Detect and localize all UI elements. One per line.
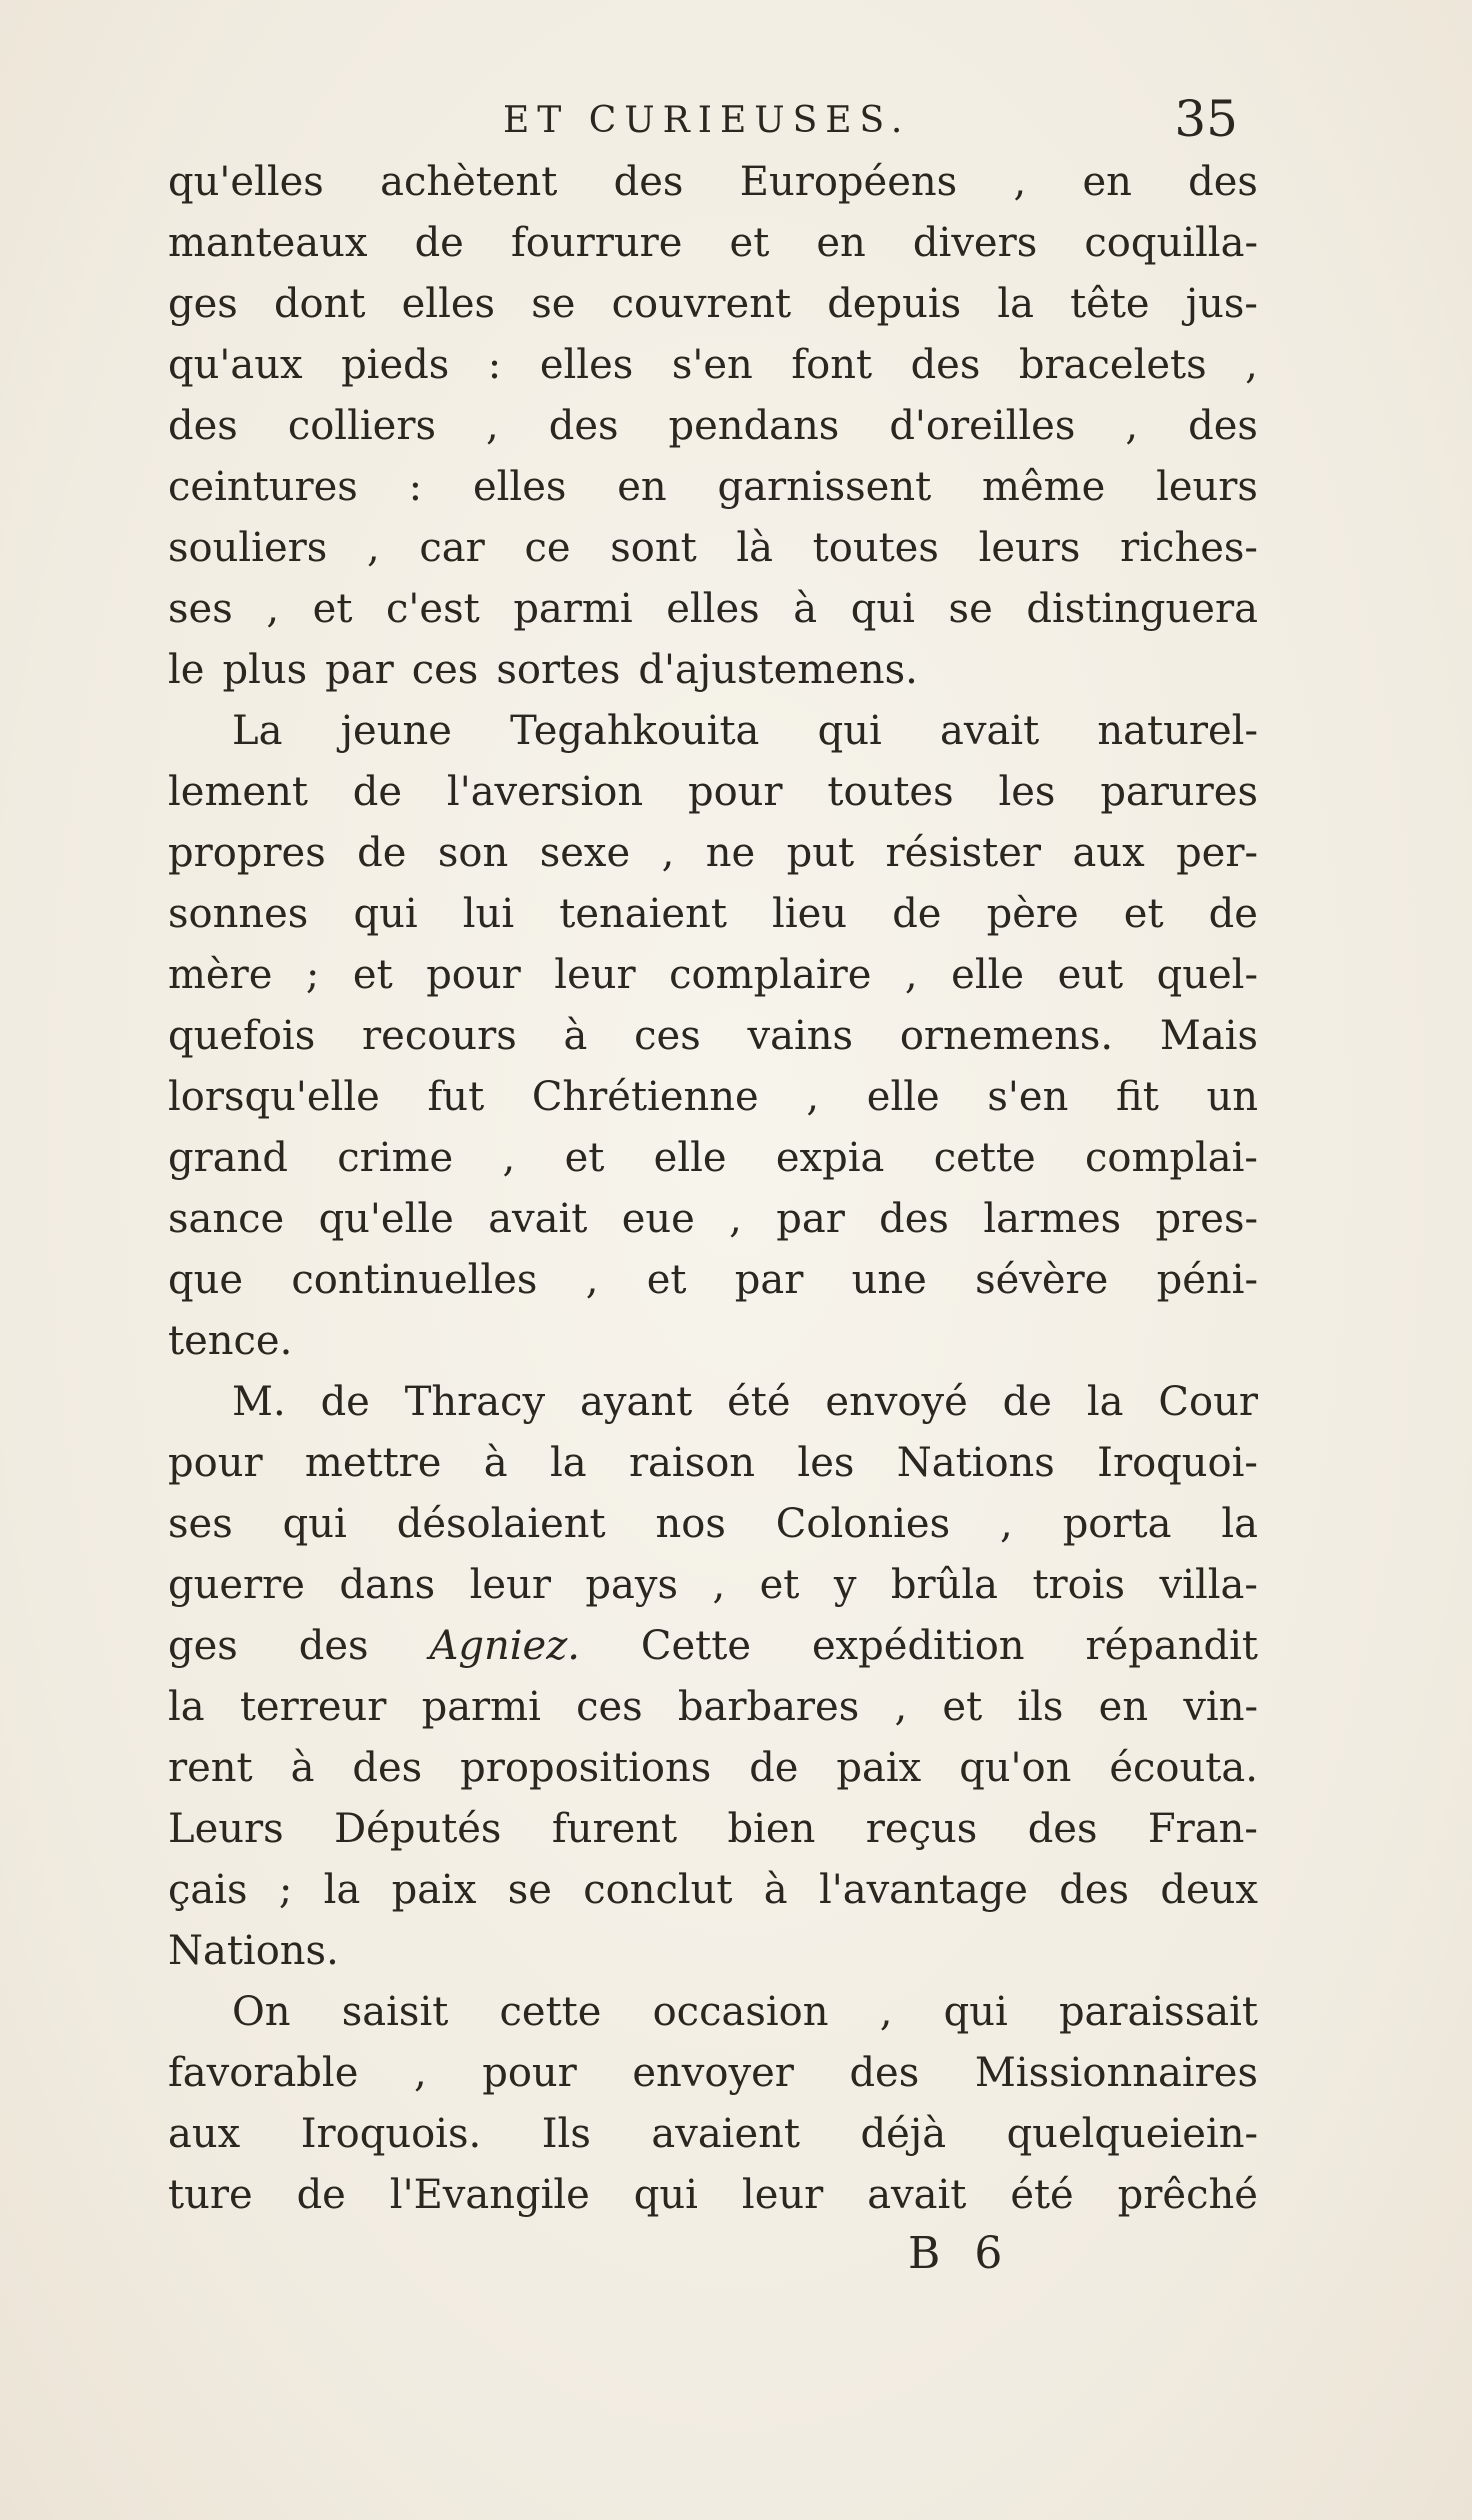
word: se xyxy=(531,281,576,327)
word: aux xyxy=(168,2111,241,2157)
word: riches- xyxy=(1120,525,1258,571)
word: là xyxy=(736,525,773,571)
word: manteaux xyxy=(168,220,368,266)
word: Iroquoi- xyxy=(1097,1440,1258,1486)
word: ; xyxy=(278,1867,293,1913)
word: et xyxy=(564,1135,605,1181)
word: barbares xyxy=(677,1684,860,1730)
word: des xyxy=(1059,1867,1130,1913)
word: Thracy xyxy=(404,1379,546,1425)
word: ornemens. xyxy=(899,1013,1114,1059)
text-line xyxy=(168,213,1258,274)
word: furent xyxy=(551,1806,678,1852)
word: Nations xyxy=(896,1440,1055,1486)
text-line xyxy=(168,152,1258,213)
word: , xyxy=(502,1135,516,1181)
word: écouta. xyxy=(1109,1745,1258,1791)
word: ce xyxy=(524,525,571,571)
word: sonnes xyxy=(168,891,309,937)
text-line xyxy=(168,2165,1258,2226)
word: s'en xyxy=(987,1074,1069,1120)
word: deux xyxy=(1160,1867,1258,1913)
word: des xyxy=(1027,1806,1098,1852)
text-line xyxy=(168,1250,1258,1311)
word: pour xyxy=(426,952,521,998)
text-line xyxy=(168,274,1258,335)
word: porta xyxy=(1062,1501,1172,1547)
word: sance xyxy=(168,1196,285,1242)
word: Mais xyxy=(1159,1013,1258,1059)
word: , xyxy=(729,1196,742,1242)
word: quefois xyxy=(168,1013,316,1059)
word: , xyxy=(486,403,499,449)
word: reçus xyxy=(865,1806,978,1852)
word: péni- xyxy=(1156,1257,1258,1303)
text-line xyxy=(168,396,1258,457)
word: qui xyxy=(817,708,882,754)
word: et xyxy=(942,1684,983,1730)
word: des xyxy=(168,403,238,449)
word: propositions xyxy=(460,1745,712,1791)
word: bien xyxy=(727,1806,816,1852)
word: des xyxy=(1188,403,1258,449)
word: c'est xyxy=(386,586,480,632)
word: Européens xyxy=(739,159,958,205)
word: ces xyxy=(576,1684,643,1730)
word: Missionnaires xyxy=(974,2050,1258,2096)
word: ceintures xyxy=(168,464,358,510)
word: à xyxy=(563,1013,588,1059)
word: divers xyxy=(912,220,1038,266)
word: qui xyxy=(850,586,915,632)
word: On xyxy=(232,1989,291,2035)
text-line xyxy=(168,884,1258,945)
word: à xyxy=(793,586,818,632)
word: par xyxy=(325,647,394,693)
word: terreur xyxy=(239,1684,387,1730)
word: continuelles xyxy=(291,1257,538,1303)
text-line xyxy=(168,1799,1258,1860)
word: ils xyxy=(1017,1684,1064,1730)
word: achètent xyxy=(380,159,558,205)
word: , xyxy=(366,525,380,571)
word: son xyxy=(437,830,509,876)
word: même xyxy=(982,464,1106,510)
word: distinguera xyxy=(1026,586,1258,632)
word: naturel- xyxy=(1097,708,1258,754)
word: quelqueiein- xyxy=(1006,2111,1258,2157)
word: ges xyxy=(168,1623,238,1669)
word: lement xyxy=(168,769,308,815)
word: la xyxy=(1086,1379,1124,1425)
word: , xyxy=(585,1257,599,1303)
word: avait xyxy=(940,708,1040,754)
text-line xyxy=(168,1677,1258,1738)
word: , xyxy=(806,1074,820,1120)
word: tence. xyxy=(168,1318,293,1364)
word: put xyxy=(786,830,855,876)
word: à xyxy=(290,1745,315,1791)
word: elle xyxy=(866,1074,940,1120)
signature-mark: B 6 xyxy=(908,2228,1013,2279)
word: saisit xyxy=(341,1989,449,2035)
word: guerre xyxy=(168,1562,305,1608)
word: de xyxy=(749,1745,799,1791)
word: cette xyxy=(499,1989,602,2035)
word: pour xyxy=(687,769,783,815)
word: brûla xyxy=(890,1562,999,1608)
text-line xyxy=(168,335,1258,396)
word: lui xyxy=(462,891,515,937)
running-head: ET CURIEUSES. xyxy=(503,100,911,141)
word: plus xyxy=(222,647,308,693)
word: et xyxy=(352,952,393,998)
word: de xyxy=(296,2172,346,2218)
word: leurs xyxy=(978,525,1081,571)
word: parures xyxy=(1100,769,1258,815)
word: des xyxy=(298,1623,369,1669)
word: de xyxy=(352,769,403,815)
word: fit xyxy=(1116,1074,1159,1120)
word: qu'elles xyxy=(168,159,324,205)
word: Colonies xyxy=(775,1501,951,1547)
word: pour xyxy=(168,1440,263,1486)
word: mettre xyxy=(304,1440,442,1486)
word: et xyxy=(1123,891,1164,937)
word: coquilla- xyxy=(1084,220,1258,266)
word: leurs xyxy=(1156,464,1258,510)
word: pieds xyxy=(341,342,450,388)
word: qui xyxy=(282,1501,347,1547)
word: d'oreilles xyxy=(889,403,1076,449)
word: et xyxy=(759,1562,800,1608)
word: villa- xyxy=(1159,1562,1258,1608)
body-text xyxy=(168,152,1258,2226)
word: sortes xyxy=(496,647,621,693)
word: lieu xyxy=(772,891,848,937)
word: leur xyxy=(554,952,636,998)
page-number: 35 xyxy=(1174,90,1238,148)
word: qui xyxy=(943,1989,1008,2035)
word: et xyxy=(729,220,770,266)
word: se xyxy=(948,586,993,632)
text-line xyxy=(168,701,1258,762)
word: vains xyxy=(747,1013,854,1059)
word: , xyxy=(904,952,918,998)
word: quel- xyxy=(1156,952,1258,998)
word: avait xyxy=(867,2172,967,2218)
word: cette xyxy=(933,1135,1036,1181)
word: déjà xyxy=(860,2111,947,2157)
word: çais xyxy=(168,1867,248,1913)
word: font xyxy=(791,342,873,388)
word: des xyxy=(352,1745,423,1791)
word: ses xyxy=(168,586,233,632)
word: conclut xyxy=(583,1867,733,1913)
word: par xyxy=(734,1257,804,1303)
word: prêché xyxy=(1117,2172,1258,2218)
word: leur xyxy=(741,2172,824,2218)
word: désolaient xyxy=(396,1501,606,1547)
word: de xyxy=(1208,891,1258,937)
word: expédition xyxy=(811,1623,1025,1669)
word: elles xyxy=(539,342,634,388)
word: la xyxy=(997,281,1034,327)
word: raison xyxy=(628,1440,756,1486)
word: , xyxy=(413,2050,427,2096)
word: elles xyxy=(401,281,496,327)
word: tête xyxy=(1070,281,1150,327)
word: qu'elle xyxy=(318,1196,454,1242)
word: : xyxy=(487,342,502,388)
word: de xyxy=(320,1379,370,1425)
word: pendans xyxy=(668,403,840,449)
word: , xyxy=(661,830,675,876)
word: occasion xyxy=(652,1989,829,2035)
word: , xyxy=(879,1989,893,2035)
word: recours xyxy=(362,1013,517,1059)
word: d'ajustemens. xyxy=(638,647,918,693)
word: lorsqu'elle xyxy=(168,1074,380,1120)
word: la xyxy=(1221,1501,1258,1547)
word: qui xyxy=(353,891,418,937)
word: Nations. xyxy=(168,1928,339,1974)
text-line xyxy=(168,2104,1258,2165)
word: elles xyxy=(472,464,567,510)
word: de xyxy=(414,220,464,266)
word: des xyxy=(879,1196,949,1242)
word: les xyxy=(797,1440,855,1486)
word: pays xyxy=(585,1562,678,1608)
word: , xyxy=(894,1684,908,1730)
word: père xyxy=(986,891,1079,937)
word: favorable xyxy=(168,2050,359,2096)
word: bracelets xyxy=(1018,342,1207,388)
text-line xyxy=(168,1921,1258,1982)
word: fourrure xyxy=(510,220,683,266)
word: Chrétienne xyxy=(531,1074,759,1120)
text-line xyxy=(168,1189,1258,1250)
word: mère xyxy=(168,952,273,998)
word: que xyxy=(168,1257,244,1303)
text-line xyxy=(168,1860,1258,1921)
word: : xyxy=(408,464,423,510)
word: dont xyxy=(273,281,366,327)
word: elle xyxy=(951,952,1025,998)
word: été xyxy=(1010,2172,1074,2218)
word: Tegahkouita xyxy=(510,708,760,754)
word: ces xyxy=(411,647,479,693)
word: per- xyxy=(1176,830,1258,876)
word: grand xyxy=(168,1135,288,1181)
word: se xyxy=(507,1867,552,1913)
text-line xyxy=(168,1067,1258,1128)
word: l'aversion xyxy=(446,769,644,815)
text-line xyxy=(168,640,1258,701)
word: complai- xyxy=(1084,1135,1258,1181)
word: la xyxy=(323,1867,361,1913)
word: jeune xyxy=(340,708,452,754)
text-line xyxy=(168,2043,1258,2104)
word: couvrent xyxy=(611,281,792,327)
word: pour xyxy=(482,2050,577,2096)
word: paraissait xyxy=(1058,1989,1258,2035)
word: sévère xyxy=(975,1257,1109,1303)
word: qu'on xyxy=(959,1745,1072,1791)
word: des xyxy=(849,2050,920,2096)
text-line xyxy=(168,1006,1258,1067)
word: en xyxy=(816,220,866,266)
text-line xyxy=(168,1616,1258,1677)
word: trois xyxy=(1032,1562,1126,1608)
word: à xyxy=(763,1867,788,1913)
word: propres xyxy=(168,830,326,876)
text-line xyxy=(168,579,1258,640)
word: des xyxy=(910,342,981,388)
word: un xyxy=(1206,1074,1258,1120)
text-line xyxy=(168,823,1258,884)
word: répandit xyxy=(1085,1623,1258,1669)
word: toutes xyxy=(812,525,939,571)
word: jus- xyxy=(1185,281,1258,327)
word: des xyxy=(1188,159,1258,205)
word: des xyxy=(548,403,619,449)
word: de xyxy=(1002,1379,1052,1425)
word: eue xyxy=(621,1196,695,1242)
word: aux xyxy=(1072,830,1145,876)
word: colliers xyxy=(287,403,436,449)
text-line xyxy=(168,1555,1258,1616)
word: envoyé xyxy=(825,1379,968,1425)
word: Ils xyxy=(541,2111,591,2157)
word: M. xyxy=(232,1379,286,1425)
word: le xyxy=(168,647,205,693)
word: avaient xyxy=(651,2111,800,2157)
word: des xyxy=(613,159,684,205)
word: , xyxy=(712,1562,726,1608)
word: , xyxy=(1013,159,1027,205)
word: qui xyxy=(633,2172,698,2218)
word: ces xyxy=(634,1013,701,1059)
word: la xyxy=(168,1684,205,1730)
word: Députés xyxy=(334,1806,502,1852)
word: Cette xyxy=(640,1623,752,1669)
word: larmes xyxy=(983,1196,1122,1242)
word: avait xyxy=(488,1196,588,1242)
word: s'en xyxy=(671,342,753,388)
word: leur xyxy=(469,1562,551,1608)
word: sont xyxy=(610,525,697,571)
word: ; xyxy=(305,952,320,998)
word: sexe xyxy=(539,830,631,876)
text-line xyxy=(168,1311,1258,1372)
text-line xyxy=(168,1738,1258,1799)
word: y xyxy=(833,1562,857,1608)
word: l'avantage xyxy=(818,1867,1028,1913)
word: en xyxy=(1082,159,1132,205)
word: toutes xyxy=(827,769,954,815)
word: expia xyxy=(775,1135,885,1181)
page-header xyxy=(168,90,1238,156)
word: ayant xyxy=(580,1379,693,1425)
text-line xyxy=(168,1433,1258,1494)
word: Iroquois. xyxy=(300,2111,482,2157)
word: Cour xyxy=(1158,1379,1258,1425)
word: complaire xyxy=(669,952,872,998)
word: les xyxy=(998,769,1056,815)
word: ture xyxy=(168,2172,253,2218)
word: Agniez. xyxy=(429,1623,580,1669)
word: de xyxy=(892,891,942,937)
word: une xyxy=(851,1257,927,1303)
word: et xyxy=(312,586,353,632)
text-line xyxy=(168,1982,1258,2043)
word: l'Evangile xyxy=(389,2172,590,2218)
word: parmi xyxy=(421,1684,541,1730)
word: à xyxy=(483,1440,508,1486)
word: résister xyxy=(885,830,1042,876)
text-line xyxy=(168,762,1258,823)
text-line xyxy=(168,1128,1258,1189)
text-line xyxy=(168,518,1258,579)
word: Fran- xyxy=(1147,1806,1258,1852)
word: souliers xyxy=(168,525,328,571)
word: car xyxy=(419,525,485,571)
word: vin- xyxy=(1183,1684,1258,1730)
word: tenaient xyxy=(559,891,727,937)
word: rent xyxy=(168,1745,253,1791)
word: pres- xyxy=(1155,1196,1258,1242)
word: depuis xyxy=(827,281,962,327)
word: paix xyxy=(391,1867,477,1913)
word: et xyxy=(646,1257,687,1303)
word: fut xyxy=(427,1074,485,1120)
word: par xyxy=(776,1196,845,1242)
word: ses xyxy=(168,1501,233,1547)
word: en xyxy=(1098,1684,1149,1730)
word: la xyxy=(549,1440,587,1486)
word: été xyxy=(727,1379,791,1425)
word: envoyer xyxy=(632,2050,794,2096)
word: elle xyxy=(653,1135,727,1181)
word: elles xyxy=(666,586,760,632)
word: ne xyxy=(705,830,756,876)
word: , xyxy=(266,586,280,632)
word: paix xyxy=(836,1745,922,1791)
word: ges xyxy=(168,281,238,327)
word: de xyxy=(357,830,407,876)
word: nos xyxy=(655,1501,726,1547)
word: eut xyxy=(1057,952,1124,998)
word: , xyxy=(1245,342,1258,388)
word: , xyxy=(1125,403,1139,449)
text-line xyxy=(168,457,1258,518)
text-line xyxy=(168,945,1258,1006)
word: en xyxy=(617,464,667,510)
word: , xyxy=(1000,1501,1013,1547)
word: Leurs xyxy=(168,1806,284,1852)
word: garnissent xyxy=(717,464,932,510)
word: parmi xyxy=(513,586,633,632)
word: crime xyxy=(337,1135,454,1181)
text-line xyxy=(168,1494,1258,1555)
word: qu'aux xyxy=(168,342,303,388)
word: La xyxy=(232,708,283,754)
word: dans xyxy=(339,1562,436,1608)
text-line xyxy=(168,1372,1258,1433)
